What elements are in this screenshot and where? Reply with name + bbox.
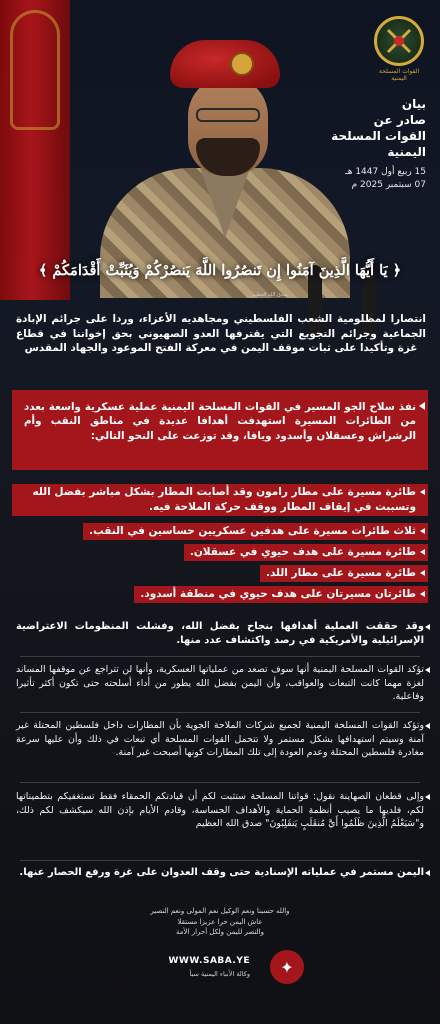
closing-line: عاش اليمن حرا عزيزا مستقلا [177, 917, 263, 926]
continuation-paragraph: اليمن مستمر في عملياته الإسنادية حتى وقف العدوان على غزة ورفع الحصار عنها. [16, 866, 424, 880]
bullet-arrow-icon [425, 723, 430, 729]
saba-logo-icon: ✦ [270, 950, 304, 984]
bullet-arrow-icon [420, 591, 425, 597]
title-line: اليمنية [387, 145, 426, 159]
closing-line: والنصر لليمن ولكل أحرار الأمة [176, 928, 264, 936]
title-line: بيان [401, 97, 426, 111]
closing-lines [120, 906, 320, 938]
website-url[interactable]: WWW.SABA.YE [168, 956, 250, 966]
intro-paragraph: انتصارا لمظلومية الشعب الفلسطيني ومجاهديه الأعزاء، وردا على جرائم الإبادة الجماعية وجرائم التجويع التي يقترفها العدو الصهيوني بحق إخواننا في قطاع غزة وتأكيدا على ثبات موقف اليمن في معركة الفتح الموعود والجهاد المقدس [16, 313, 426, 354]
list-item: طائرة مسيرة على مطار رامون وقد أصابت المطار بشكل مباشر بفضل الله وتسببت في إيقاف المطار ووقف حركة الملاحة فيه. [12, 484, 428, 516]
list-item: طائرتان مسيرتان على هدف حيوي في منطقة أسدود. [134, 586, 428, 603]
yemen-flag-image [0, 0, 70, 300]
bullet-arrow-icon [425, 794, 430, 800]
list-item: ثلاث طائرات مسيرة على هدفين عسكريين حساسين في النقب. [83, 523, 428, 540]
verse-source: صدق الله العظيم [252, 292, 288, 298]
bullet-arrow-icon [420, 528, 425, 534]
list-item: طائرة مسيرة على مطار اللد. [260, 565, 428, 582]
armed-forces-emblem [374, 16, 424, 82]
title-line: القوات المسلحة [331, 129, 426, 143]
bullet-arrow-icon [425, 870, 430, 876]
bullet-arrow-icon [420, 489, 425, 495]
bullet-arrow-icon [420, 570, 425, 576]
date-gregorian: 07 سبتمبر 2025 م [351, 180, 426, 190]
statement-header [316, 96, 426, 192]
operation-box [12, 390, 428, 470]
divider [20, 656, 420, 657]
targets-list [12, 478, 428, 606]
settlers-message-paragraph: وإلى قطعان الصهاينة نقول: قواتنا المسلحة ستثبت لكم أن قيادتكم الحمقاء فقط تستغفيكم بتطميناتها لكم، فلديها ما يصيب أنظمة الحماية والأهداف الحساسة، وقادم الأيام بإذن الله سيكشف لكم ذلك، و"سَيَعْلَمُ الَّذِينَ ظَلَمُوا أَيَّ مُنقَلَبٍ يَنقَلِبُونَ" صدق الله العظيم [16, 790, 424, 831]
bullet-arrow-icon [419, 402, 425, 410]
crossed-swords-icon [382, 24, 416, 58]
footer-branding [130, 950, 310, 990]
title-line: صادر عن [373, 113, 426, 127]
divider [20, 782, 420, 783]
operation-text: نفذ سلاح الجو المسير في القوات المسلحة اليمنية عملية عسكرية واسعة بعدد من الطائرات المسيرة استهدفت أهدافا عديدة في مناطق النقب وأم الرشراش وعسقلان وأسدود ويافا، وقد توزعت على النحو التالي: [24, 401, 416, 442]
result-paragraph: وقد حققت العملية أهدافها بنجاح بفضل الله، وفشلت المنظومات الاعتراضية الإسرائيلية والأمريكية في رصد واكتشاف عدد منها. [16, 620, 424, 648]
quran-verse: ﴿ يَا أَيُّهَا الَّذِينَ آمَنُوا إِن تَنصُرُوا اللَّهَ يَنصُرْكُمْ وَيُثَبِّتْ أَقْدَامَكُمْ ﴾ [38, 262, 402, 279]
divider [20, 860, 420, 861]
divider [20, 712, 420, 713]
bullet-arrow-icon [425, 667, 430, 673]
airlines-warning-paragraph: وتؤكد القوات المسلحة اليمنية لجميع شركات الملاحة الجوية بأن المطارات داخل فلسطين المحتلة غير آمنة وسيتم استهدافها بشكل مستمر ولا تتحمل القوات المسلحة أي تبعات في ذلك وأن عليها سرعة مغادرة فلسطين المحتلة وعدم العودة إلى تلك المطارات كونها أصبحت غير آمنة. [16, 719, 424, 760]
escalation-paragraph: تؤكد القوات المسلحة اليمنية أنها سوف تصعد من عملياتها العسكرية، وأنها لن تتراجع عن موقفها المساند لغزة مهما كانت التبعات والعواقب، وأن اليمن بفضل الله يطور من أداء أسلحته حتى تكون أكثر تأثيرا وفاعلية. [16, 663, 424, 704]
list-item: طائرة مسيرة على هدف حيوي في عسقلان. [184, 544, 428, 561]
closing-line: والله حسبنا ونعم الوكيل نعم المولى ونعم النصير [150, 907, 290, 915]
bullet-arrow-icon [420, 549, 425, 555]
bullet-arrow-icon [425, 624, 430, 630]
agency-name: وكالة الأنباء اليمنية سبأ [189, 970, 250, 978]
emblem-caption: القوات المسلحة اليمنية [378, 68, 420, 82]
date-hijri: 15 ربيع أول 1447 هـ [345, 167, 426, 177]
